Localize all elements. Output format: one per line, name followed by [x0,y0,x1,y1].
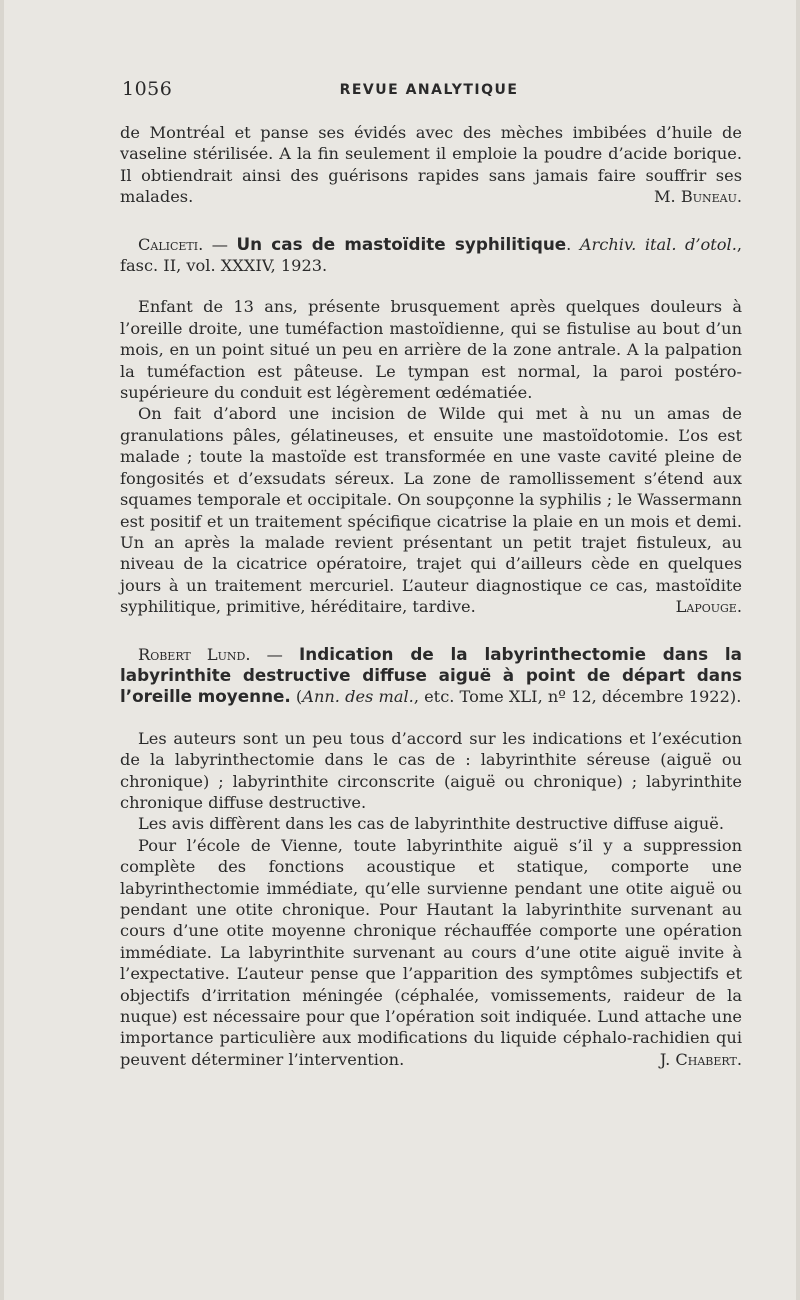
review-author: Caliceti. [138,234,204,254]
review-author: Robert Lund. [138,644,251,664]
review-paragraph: Enfant de 13 ans, présente brusquement après quelques douleurs à l’oreille droite, une tuméfaction mastoïdienne, qui se fistulise au bout d’un mois, en un point situé un peu en arrière de la zone antrale. A la palpation la tuméfaction est pâteuse. Le tympan est normal, la paroi postéro-supérieure du conduit est légèrement œdématiée. [120,297,742,403]
review-paragraph: Pour l’école de Vienne, toute labyrinthite aiguë s’il y a suppression complète des fonctions acoustique et statique, comporte une labyrinthectomie immédiate, qu’elle survienne pendant une otite aiguë ou pendant une otite chronique. Pour Hautant la labyrinthite survenant au cours d’une otite moyenne chronique réchauffée comporte une opération immédiate. La labyrinthite survenant au cours d’une otite aiguë invite à l’expectative. L’auteur pense que l’apparition des symptômes subjectifs et objectifs d’irritation méningée (céphalée, vomissements, raideur de la nuque) est nécessaire pour que l’opération soit indiquée. Lund attache une importance particulière aux modifications du liquide céphalo-rachidien qui peuvent déterminer l’intervention. [120,835,742,1069]
review-heading: Caliceti. — Un cas de mastoïdite syphilitique. Archiv. ital. d’otol., fasc. II, vol. XXXIV, 1923. [120,233,742,276]
review-continuation [120,122,742,208]
review-signature: Lapouge. [675,597,742,617]
review-paragraph: de Montréal et panse ses évidés avec des mèches imbibées d’huile de vaseline stérilisée. A la fin seulement il emploie la poudre d’acide borique. Il obtiendrait ainsi des guérisons rapides sans jamais faire souffrir ses malades. [120,123,742,207]
running-title: REVUE ANALYTIQUE [339,82,519,98]
review-signature: M. Buneau. [653,187,742,207]
review-lund [120,644,742,1071]
review-paragraph: On fait d’abord une incision de Wilde qui met à nu un amas de granulations pâles, gélatineuses, et ensuite une mastoïdotomie. L’os est malade ; toute la mastoïde est transformée en une vaste cavité pleine de fongosités et d’exsudats séreux. La zone de ramollissement s’étend aux squames temporale et occipitale. On soupçonne la syphilis ; le Wassermann est positif et un traitement spécifique cicatrise la plaie en un mois et demi. Un an après la malade revient présentant un petit trajet fistuleux, au niveau de la cicatrice opératoire, trajet qui d’ailleurs cède en quelques jours à un traitement mercuriel. L’auteur diagnostique ce cas, mastoïdite syphilitique, primitive, héréditaire, tardive. [120,404,742,617]
review-paragraph: Les auteurs sont un peu tous d’accord sur les indications et l’exécution de la labyrinthectomie dans le cas de : labyrinthite séreuse (aiguë ou chronique) ; labyrinthite circonscrite (aiguë ou chronique) ; labyrinthite chronique diffuse destructive. [120,728,742,812]
review-paragraph: Les avis diffèrent dans les cas de labyrinthite destructive diffuse aiguë. [138,814,724,834]
review-caliceti [120,234,742,618]
review-journal: Archiv. ital. d’otol. [579,234,737,254]
review-heading [120,644,742,708]
review-reference: , etc. Tome XLI, nº 12, décembre 1922). [413,687,742,707]
heading-dash: — [250,644,299,664]
review-journal: Ann. des mal. [302,687,414,707]
review-title: Indication de la labyrinthectomie dans la labyrinthite destructive diffuse aiguë à point de départ dans l’oreille moyenne. [120,643,742,707]
review-signature: J. Chabert. [659,1049,742,1069]
review-reference: , fasc. II, vol. XXXIV, 1923. [120,234,742,276]
review-title: Un cas de mastoïdite syphilitique [236,233,567,254]
page-number: 1056 [122,78,173,100]
page-content [120,122,742,1070]
page-header [122,78,736,104]
journal-open-paren: ( [290,687,303,707]
page [4,0,796,1300]
heading-dash: — [203,234,237,254]
